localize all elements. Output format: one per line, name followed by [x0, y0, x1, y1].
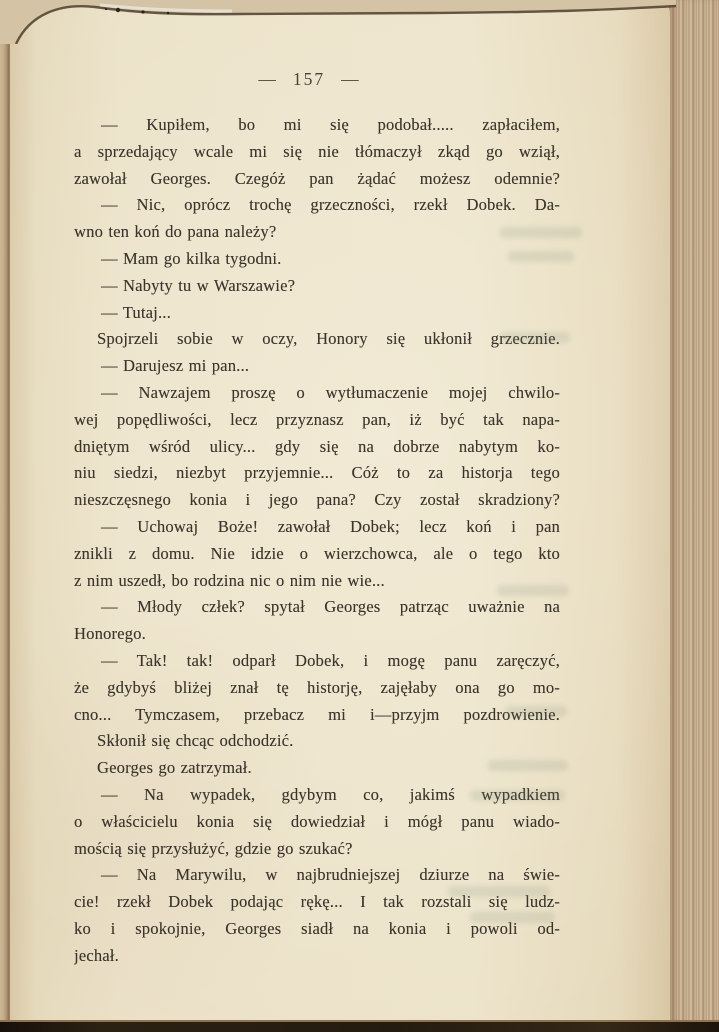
text-line: Georges go zatrzymał.	[97, 758, 252, 778]
text-line: niu siedzi, niezbyt przyjemnie... Cóż to za historja tego	[74, 463, 560, 483]
text-line: Spojrzeli sobie w oczy, Honory się ukłonił grzecznie.	[97, 329, 560, 349]
text-line: mością się przysłużyć, gdzie go szukać?	[74, 838, 353, 858]
text-line: a sprzedający wcale mi się nie tłómaczył zkąd go wziął,	[74, 141, 560, 161]
text-line: Honorego.	[74, 624, 146, 644]
text-line: ko i spokojnie, Georges siadł na konia i powoli od-	[74, 918, 560, 938]
text-line: o właścicielu konia się dowiedział i mógł panu wiado-	[74, 811, 560, 831]
text-line: dniętym wśród ulicy... gdy się na dobrze nabytym ko-	[74, 436, 560, 456]
bleedthrough-smudge	[448, 886, 550, 897]
text-line: — Kupiłem, bo mi się podobał..... zapłaciłem,	[101, 115, 560, 134]
body-text	[74, 112, 560, 970]
bleedthrough-smudge	[500, 332, 570, 343]
bleedthrough-smudge	[488, 760, 568, 771]
page-bottom-edge	[0, 1020, 719, 1032]
bleedthrough-smudge	[500, 227, 582, 238]
text-line: — Mam go kilka tygodni.	[101, 248, 282, 268]
text-line: — Nawzajem proszę o wytłumaczenie mojej chwilo-	[101, 382, 560, 402]
bleedthrough-smudge	[508, 251, 574, 262]
header-dash-right: —	[341, 69, 360, 89]
text-line: cie! rzekł Dobek podając rękę... I tak rozstali się ludz-	[74, 892, 560, 912]
text-line: Skłonił się chcąc odchodzić.	[97, 731, 294, 751]
text-line: znikli z domu. Nie idzie o wierzchowca, ale o tego kto	[74, 543, 560, 563]
text-line: z nim uszedł, bo rodzina nic o nim nie wie...	[74, 570, 385, 590]
bleedthrough-smudge	[497, 585, 569, 596]
text-line: że gdybyś bliżej znał tę historję, zajęłaby ona go mo-	[74, 677, 560, 697]
text-line: — Tutaj...	[101, 302, 171, 322]
text-line: — Nabyty tu w Warszawie?	[101, 275, 296, 295]
page-number: 157	[292, 69, 326, 89]
text-line: cno... Tymczasem, przebacz mi i—przyjm pozdrowienie.	[74, 704, 560, 724]
text-line: wno ten koń do pana należy?	[74, 222, 277, 242]
text-line: — Darujesz mi pan...	[101, 356, 250, 376]
bleedthrough-smudge	[470, 912, 555, 923]
header-dash-left: —	[258, 69, 277, 89]
page-number-header	[74, 69, 544, 90]
text-line: wej popędliwości, lecz przyznasz pan, iż być tak napa-	[74, 409, 560, 429]
bleedthrough-smudge	[470, 790, 565, 801]
bleedthrough-smudge	[505, 706, 567, 717]
text-line: — Młody człek? spytał Georges patrząc uważnie na	[101, 597, 560, 617]
text-line: — Na Marywilu, w najbrudniejszej dziurze na świe-	[101, 865, 560, 885]
fore-edge-pages	[667, 0, 719, 1032]
text-line: zawołał Georges. Czegóż pan żądać możesz odemnie?	[74, 168, 560, 188]
text-line: jechał.	[74, 945, 119, 965]
text-line: nieszczęsnego konia i jego pana? Czy został skradziony?	[74, 490, 560, 510]
text-line: — Na wypadek, gdybym co, jakimś wypadkiem	[101, 784, 560, 804]
text-line: — Nic, oprócz trochę grzeczności, rzekł Dobek. Da-	[101, 195, 560, 215]
text-line: — Uchowaj Boże! zawołał Dobek; lecz koń i pan	[101, 516, 560, 536]
page-surface	[10, 0, 670, 1024]
text-line: — Tak! tak! odparł Dobek, i mogę panu zaręczyć,	[101, 650, 560, 670]
